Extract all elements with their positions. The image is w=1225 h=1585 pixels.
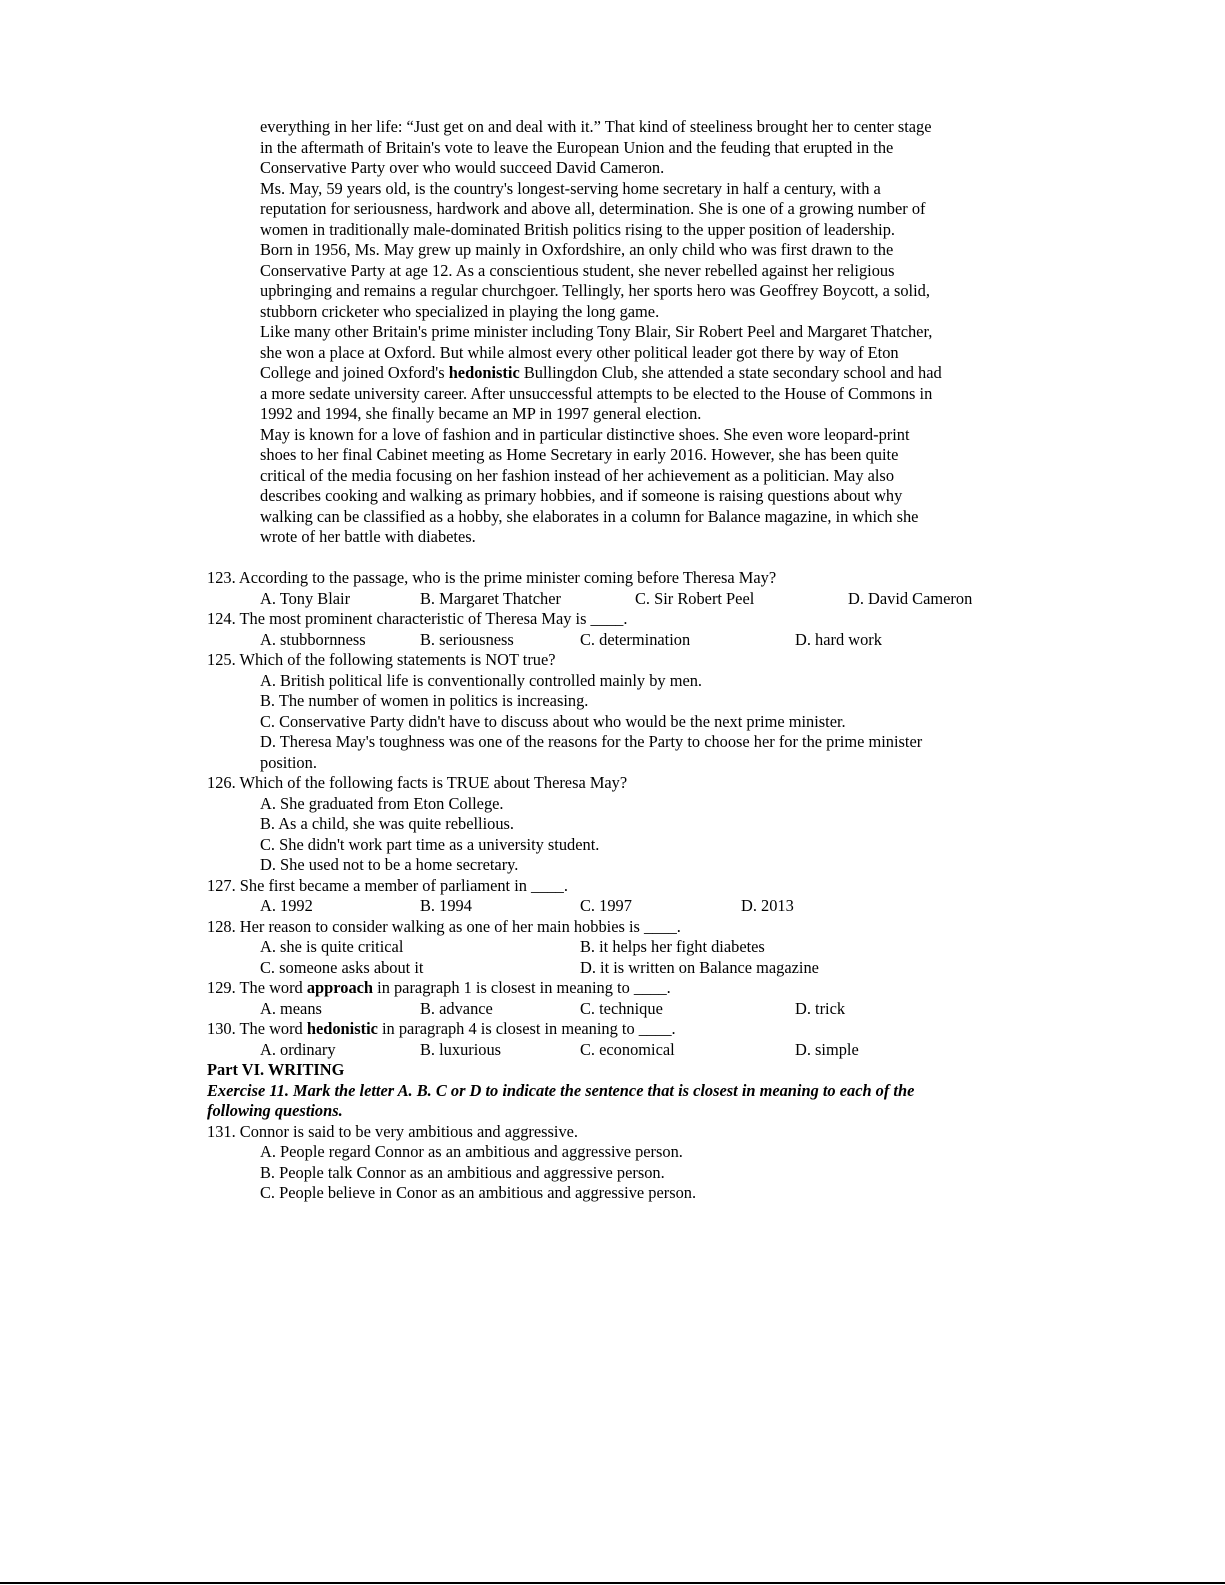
answer-row [207, 1040, 1187, 1061]
answer-row [207, 999, 1187, 1020]
text-segment: 129. The word [207, 978, 307, 997]
text-segment: shoes to her final Cabinet meeting as Home Secretary in early 2016. However, she has been quite [260, 445, 899, 464]
passage-line [207, 425, 1187, 446]
text-segment: Like many other Britain's prime minister including Tony Blair, Sir Robert Peel and Margaret Thatcher, [260, 322, 933, 341]
passage-line [207, 486, 1187, 507]
text-segment: in the aftermath of Britain's vote to leave the European Union and the feuding that erupted in the [260, 137, 894, 157]
text-segment: describes cooking and walking as primary hobbies, and if someone is raising questions about why [260, 486, 903, 505]
text-segment: Ms. May, 59 years old, is the country's longest-serving home secretary in half a century, with a [260, 178, 881, 198]
passage-line [207, 138, 1187, 159]
answer-option: D. Theresa May's toughness was one of the reasons for the Party to choose her for the prime minister [260, 732, 923, 751]
passage-line [207, 199, 1187, 220]
text-segment: College and joined Oxford's [260, 363, 449, 382]
answer-option: B. People talk Connor as an ambitious and aggressive person. [260, 1162, 665, 1182]
passage-line [207, 404, 1187, 425]
answer-option: D. it is written on Balance magazine [580, 957, 819, 977]
passage-line [207, 343, 1187, 364]
answer-option: D. She used not to be a home secretary. [260, 855, 519, 874]
answer-row [207, 630, 1187, 651]
exercise-instruction-line: Exercise 11. Mark the letter A. B. C or D to indicate the sentence that is closest in meaning to each of the [207, 1080, 915, 1100]
passage-line [207, 322, 1187, 343]
text-segment: 127. She first became a member of parliament in ____. [207, 875, 568, 895]
answer-option: B. Margaret Thatcher [420, 588, 561, 608]
answer-option: D. simple [795, 1039, 859, 1059]
passage-line [207, 507, 1187, 528]
text-segment: reputation for seriousness, hardwork and above all, determination. She is one of a growing number of [260, 199, 926, 218]
answer-option: C. People believe in Conor as an ambitious and aggressive person. [260, 1183, 697, 1202]
answer-option: C. technique [580, 998, 663, 1018]
answer-row [207, 896, 1187, 917]
answer-option: C. someone asks about it [260, 957, 424, 977]
answer-option: B. The number of women in politics is increasing. [260, 691, 589, 710]
answer-option: D. hard work [795, 629, 882, 649]
answer-option: B. seriousness [420, 629, 514, 649]
text-segment: 128. Her reason to consider walking as one of her main hobbies is ____. [207, 916, 681, 936]
answer-option: A. Tony Blair [260, 588, 351, 608]
exercise-instruction-line: following questions. [207, 1101, 343, 1120]
text-segment: May is known for a love of fashion and in particular distinctive shoes. She even wore leopard-print [260, 424, 910, 444]
text-segment: walking can be classified as a hobby, she elaborates in a column for Balance magazine, in which she [260, 506, 919, 526]
text-segment: Bullingdon Club, she attended a state secondary school and had [519, 363, 942, 382]
answer-option: A. British political life is conventionally controlled mainly by men. [260, 670, 703, 690]
passage-line [207, 363, 1187, 384]
answer-option: C. Conservative Party didn't have to discuss about who would be the next prime minister. [260, 711, 846, 731]
bold-word: approach [306, 978, 374, 997]
question-stem: 131. Connor is said to be very ambitious and aggressive. [207, 1121, 579, 1141]
answer-option: D. trick [795, 998, 846, 1018]
question-stem [207, 876, 1187, 897]
text-segment: she won a place at Oxford. But while almost every other political leader got there by way of Eton [260, 342, 899, 362]
passage-line [207, 240, 1187, 261]
text-segment: stubborn cricketer who specialized in playing the long game. [260, 301, 660, 321]
text-segment: women in traditionally male-dominated British politics rising to the upper position of leadership. [260, 219, 896, 239]
text-segment: Conservative Party over who would succeed David Cameron. [260, 158, 665, 177]
answer-option: A. 1992 [260, 896, 313, 915]
question-stem [207, 773, 1187, 794]
bold-word: hedonistic [306, 1019, 378, 1038]
answer-option: A. stubbornness [260, 629, 366, 649]
question-stem [207, 650, 1187, 671]
reading-questions [207, 568, 1187, 1060]
passage-line [207, 158, 1187, 179]
text-segment: Conservative Party at age 12. As a conscientious student, she never rebelled against her religious [260, 260, 895, 280]
answer-option: C. 1997 [580, 896, 632, 915]
passage-line [207, 117, 1187, 138]
answer-row [207, 958, 1187, 979]
passage-line [207, 466, 1187, 487]
answer-option: D. 2013 [741, 896, 794, 915]
question-stem [207, 568, 1187, 589]
passage-line [207, 527, 1187, 548]
answer-option: B. 1994 [420, 896, 472, 915]
text-segment: 123. According to the passage, who is the prime minister coming before Theresa May? [207, 568, 777, 587]
answer-option: B. luxurious [420, 1039, 502, 1059]
answer-option: position. [260, 752, 317, 772]
reading-passage [207, 117, 1187, 548]
text-segment: a more sedate university career. After unsuccessful attempts to be elected to the House of Commons in [260, 383, 933, 403]
passage-line [207, 445, 1187, 466]
answer-option: B. advance [420, 998, 493, 1018]
text-segment: critical of the media focusing on her fashion instead of her achievement as a politician. May also [260, 465, 895, 485]
text-segment: wrote of her battle with diabetes. [260, 527, 476, 546]
answer-option: A. ordinary [260, 1039, 336, 1059]
text-segment: 124. The most prominent characteristic of Theresa May is ____. [207, 609, 628, 628]
answer-option: C. She didn't work part time as a university student. [260, 834, 600, 854]
question-stem [207, 1019, 1187, 1040]
text-segment: 1992 and 1994, she finally became an MP in 1997 general election. [260, 404, 702, 423]
page-bottom-rule [0, 1582, 1225, 1584]
answer-row [207, 937, 1187, 958]
answer-row [207, 589, 1187, 610]
answer-option: C. Sir Robert Peel [635, 588, 755, 608]
answer-option: B. it helps her fight diabetes [580, 937, 765, 956]
answer-option: A. She graduated from Eton College. [260, 793, 504, 813]
answer-option: A. means [260, 998, 322, 1018]
passage-line [207, 261, 1187, 282]
question-stem [207, 609, 1187, 630]
blank-line [207, 548, 1187, 569]
part-title: Part VI. WRITING [207, 1060, 345, 1079]
text-segment: in paragraph 1 is closest in meaning to ____. [373, 978, 671, 997]
passage-line [207, 302, 1187, 323]
document-page [207, 117, 1187, 1204]
passage-line [207, 179, 1187, 200]
passage-line [207, 220, 1187, 241]
text-segment: Born in 1956, Ms. May grew up mainly in Oxfordshire, an only child who was first drawn to the [260, 240, 894, 259]
text-segment: everything in her life: “Just get on and deal with it.” That kind of steeliness brought her to center stage [260, 117, 932, 136]
answer-option: C. determination [580, 629, 691, 649]
passage-line [207, 281, 1187, 302]
bold-word: hedonistic [448, 363, 520, 382]
question-stem [207, 917, 1187, 938]
text-segment: 126. Which of the following facts is TRUE about Theresa May? [207, 773, 628, 792]
answer-option: C. economical [580, 1039, 675, 1059]
text-segment: upbringing and remains a regular churchgoer. Tellingly, her sports hero was Geoffrey Boycott, a solid, [260, 281, 930, 300]
answer-option: A. People regard Connor as an ambitious and aggressive person. [260, 1142, 683, 1161]
text-segment: 130. The word [207, 1019, 307, 1038]
answer-option: D. David Cameron [848, 588, 973, 608]
answer-option: B. As a child, she was quite rebellious. [260, 814, 515, 833]
answer-option: A. she is quite critical [260, 937, 404, 956]
text-segment: in paragraph 4 is closest in meaning to ____. [377, 1019, 676, 1038]
passage-line [207, 384, 1187, 405]
text-segment: 125. Which of the following statements is NOT true? [207, 650, 556, 669]
question-stem [207, 978, 1187, 999]
